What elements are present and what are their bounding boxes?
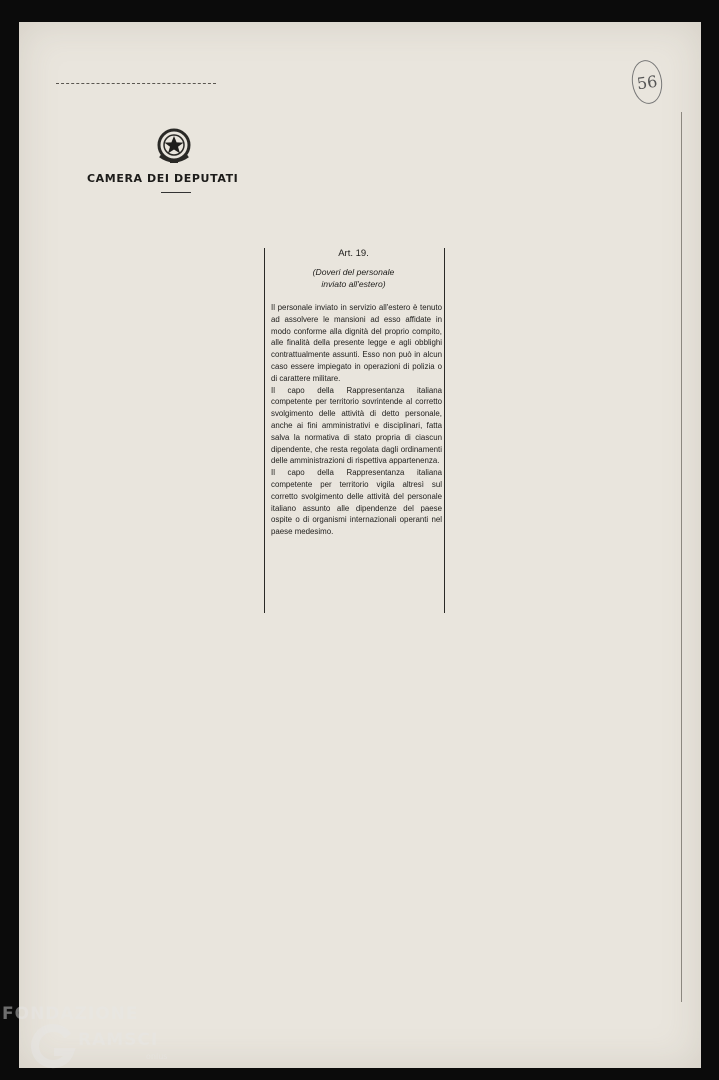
watermark-line1: FONDAZIONE <box>2 1004 139 1024</box>
article-paragraph: Il personale inviato in servizio all'estero è tenuto ad assolvere le mansioni ad esso affidate in modo conforme alla dignità del proprio compito, alle finalità della presente legge e agli obblighi contrattualmente assunti. Esso non può in alcun caso essere impiegato in operazioni di polizia o di carattere militare. <box>271 303 442 383</box>
chamber-title: CAMERA DEI DEPUTATI <box>87 172 239 185</box>
watermark-line2: RAMSCI <box>78 1030 159 1050</box>
document-page <box>19 22 701 1068</box>
margin-rule <box>681 112 682 1002</box>
gramsci-g-logo-icon <box>28 1022 76 1070</box>
header-dashed-rule <box>56 83 216 84</box>
watermark-line3: onlus <box>146 1052 168 1061</box>
italian-republic-emblem-icon <box>154 126 194 168</box>
article-number: Art. 19. <box>338 248 369 259</box>
article-heading: (Doveri del personale inviato all'estero) <box>312 267 395 289</box>
article-clipping <box>264 248 445 613</box>
article-paragraph: Il capo della Rappresentanza italiana competente per territorio sovrintende al corretto svolgimento delle attività di detto personale, anche ai fini amministrativi e disciplinari, fatta salva la normativa di stato propria di ciascun dipendente, che resta regolata dagli ordinamenti delle amministrazioni di rispettiva appartenenza. <box>271 385 442 466</box>
chamber-underline <box>161 192 191 193</box>
archive-watermark <box>2 1000 182 1078</box>
article-paragraph: Il capo della Rappresentanza italiana competente per territorio vigila altresì sul corretto svolgimento delle attività del personale italiano assunto alle dipendenze del paese ospite o di organismi internazionali operanti nel paese medesimo. <box>271 468 442 537</box>
article-body <box>271 302 442 538</box>
page-number: 56 <box>629 58 665 106</box>
